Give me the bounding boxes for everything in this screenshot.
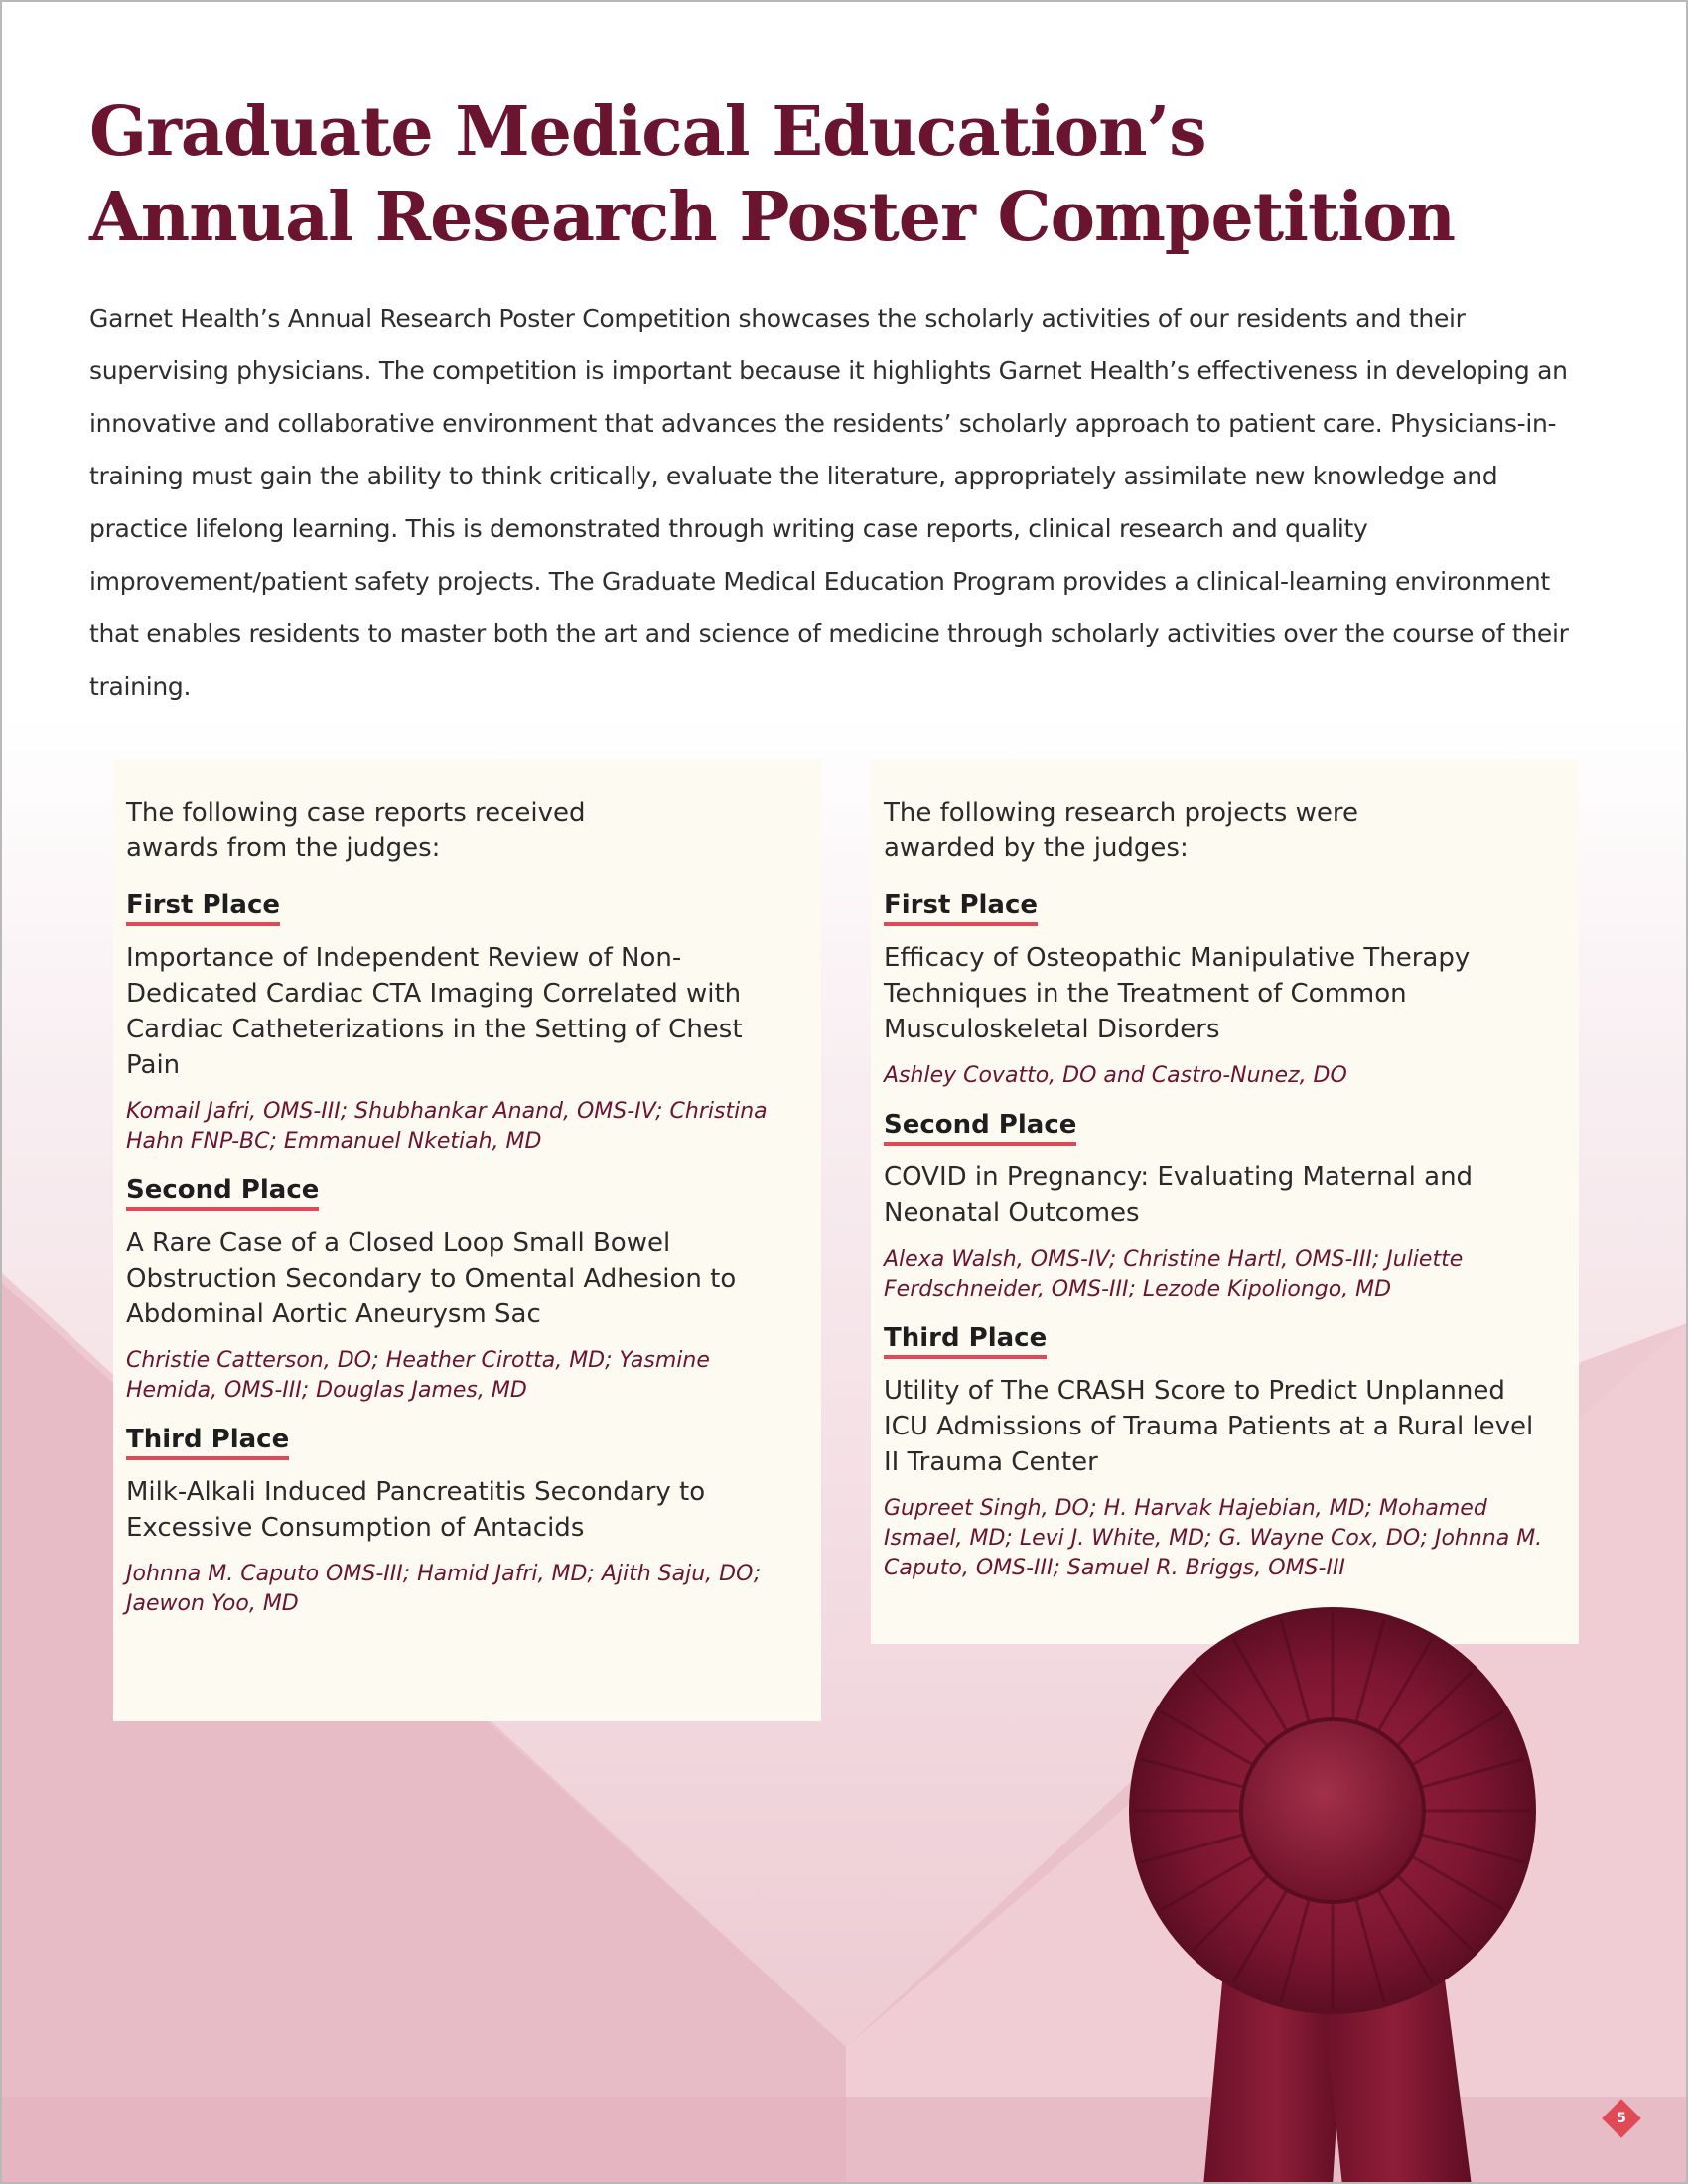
- award-ribbon-icon: [1064, 1590, 1601, 2184]
- research-panel: [871, 760, 1579, 1644]
- case-second-authors: Christie Catterson, DO; Heather Cirotta, MD; Yasmine Hemida, OMS-III; Douglas James, MD: [126, 1348, 710, 1403]
- research-first-place-heading: First Place: [884, 889, 1038, 926]
- research-third-title: Utility of The CRASH Score to Predict Unplanned ICU Admissions of Trauma Patients at a Rural level II Trauma Center: [884, 1376, 1534, 1477]
- research-second-place-heading: Second Place: [884, 1109, 1076, 1146]
- title-line-2: Annual Research Poster Competition: [89, 178, 1456, 257]
- case-first-place-heading: First Place: [126, 889, 280, 926]
- research-intro: The following research projects were awarded by the judges:: [884, 798, 1358, 863]
- case-third-place-heading: Third Place: [126, 1424, 289, 1460]
- case-second-title: A Rare Case of a Closed Loop Small Bowel Obstruction Secondary to Omental Adhesion to Abdominal Aortic Aneurysm Sac: [126, 1228, 737, 1329]
- research-third-authors: Gupreet Singh, DO; H. Harvak Hajebian, MD; Mohamed Ismael, MD; Levi J. White, MD; G. Wayne Cox, DO; Johnna M. Caputo, OMS-III; Samuel R. Briggs, OMS-III: [884, 1496, 1543, 1580]
- case-reports-intro: The following case reports received awards from the judges:: [126, 798, 586, 863]
- page-number: 5: [1617, 2111, 1626, 2126]
- research-third-place-heading: Third Place: [884, 1322, 1047, 1359]
- research-second-authors: Alexa Walsh, OMS-IV; Christine Hartl, OMS-III; Juliette Ferdschneider, OMS-III; Lezode Kipoliongo, MD: [884, 1247, 1464, 1301]
- case-third-title: Milk-Alkali Induced Pancreatitis Secondary to Excessive Consumption of Antacids: [126, 1477, 706, 1543]
- research-first-authors: Ashley Covatto, DO and Castro-Nunez, DO: [884, 1063, 1347, 1088]
- research-second-title: COVID in Pregnancy: Evaluating Maternal and Neonatal Outcomes: [884, 1162, 1474, 1228]
- case-reports-panel: [113, 760, 821, 1721]
- case-third-authors: Johnna M. Caputo OMS-III; Hamid Jafri, MD; Ajith Saju, DO; Jaewon Yoo, MD: [126, 1562, 762, 1616]
- case-first-authors: Komail Jafri, OMS-III; Shubhankar Anand, OMS-IV; Christina Hahn FNP-BC; Emmanuel Nketiah, MD: [126, 1099, 768, 1154]
- intro-paragraph: Garnet Health’s Annual Research Poster Competition showcases the scholarly activities of our residents and their supervising physicians. The competition is important because it highlights Garnet Health’s effectiveness in developing an innovative and collaborative environment that advances the residents’ scholarly approach to patient care. Physicians-in-training must gain the ability to think critically, evaluate the literature, appropriately assimilate new knowledge and practice lifelong learning. This is demonstrated through writing case reports, clinical research and quality improvement/patient safety projects. The Graduate Medical Education Program provides a clinical-learning environment that enables residents to master both the art and science of medicine through scholarly activities over the course of their training.: [89, 304, 1569, 701]
- research-first-title: Efficacy of Osteopathic Manipulative Therapy Techniques in the Treatment of Common Musculoskeletal Disorders: [884, 943, 1471, 1044]
- case-first-title: Importance of Independent Review of Non-Dedicated Cardiac CTA Imaging Correlated with Cardiac Catheterizations in the Setting of Chest Pain: [126, 943, 743, 1080]
- case-second-place-heading: Second Place: [126, 1174, 319, 1211]
- title-line-1: Graduate Medical Education’s: [89, 92, 1206, 172]
- page-title: [89, 89, 1638, 260]
